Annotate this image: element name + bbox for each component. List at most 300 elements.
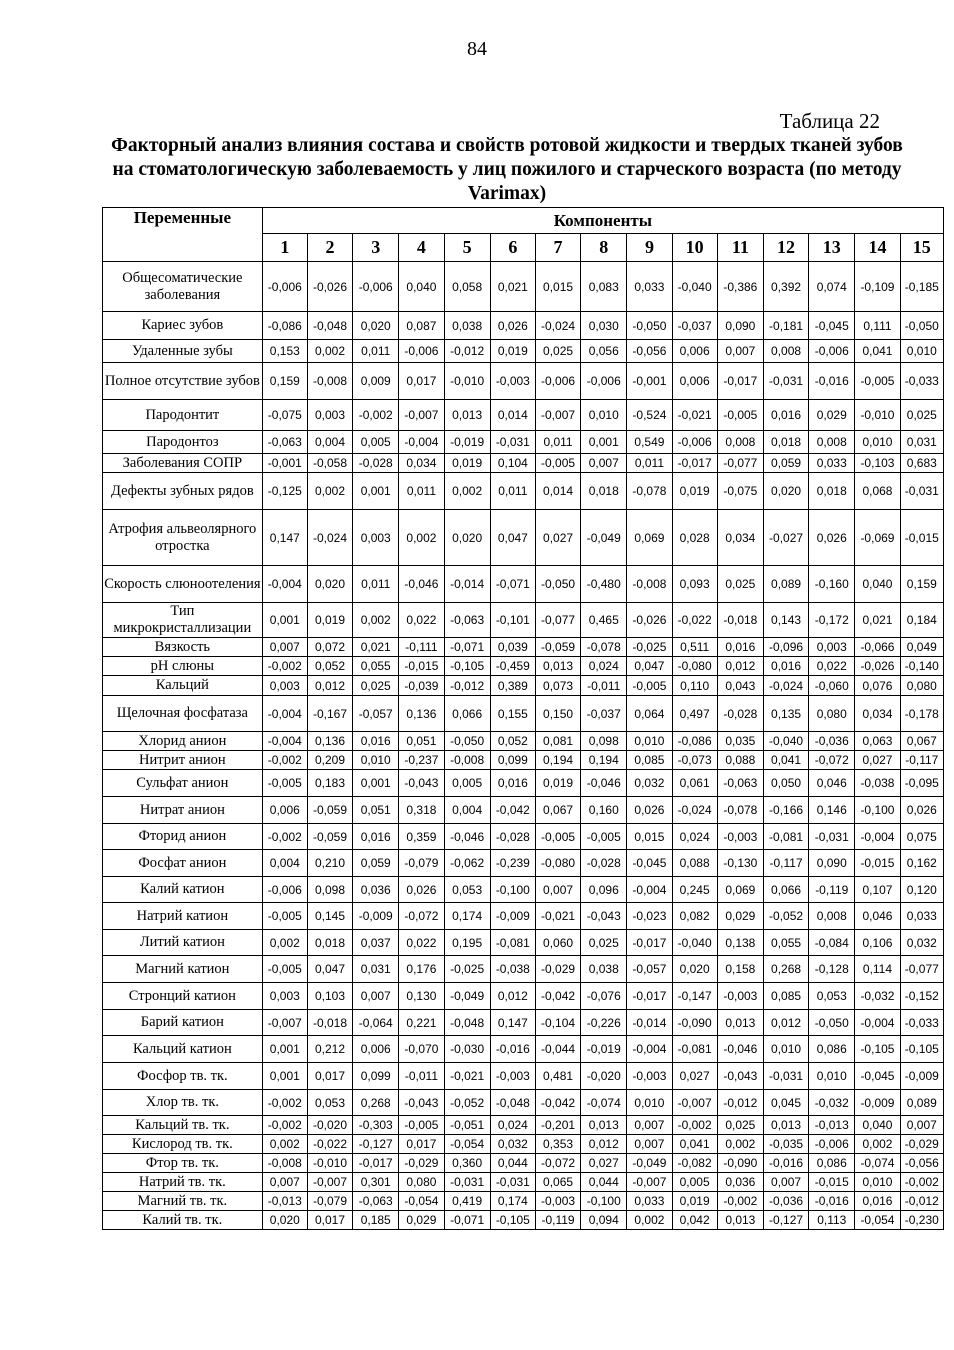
loading-value: -0,051 xyxy=(444,1116,490,1135)
loading-value: -0,006 xyxy=(262,262,307,312)
loading-value: 0,017 xyxy=(307,1211,352,1230)
loading-value: -0,012 xyxy=(900,1192,943,1211)
loading-value: -0,007 xyxy=(535,400,580,431)
variable-name: Нитрит анион xyxy=(103,751,263,770)
loading-value: -0,303 xyxy=(353,1116,399,1135)
loading-value: 0,072 xyxy=(307,638,352,657)
loading-value: -0,127 xyxy=(763,1211,808,1230)
loading-value: 0,031 xyxy=(900,431,943,454)
loading-value: 0,016 xyxy=(353,824,399,850)
component-number: 5 xyxy=(444,234,490,262)
loading-value: -0,008 xyxy=(307,363,352,400)
table-row xyxy=(103,312,944,340)
loading-value: 0,135 xyxy=(763,696,808,732)
loading-value: 0,026 xyxy=(490,312,535,340)
loading-value: -0,042 xyxy=(490,797,535,824)
loading-value: -0,119 xyxy=(809,877,855,903)
loading-value: -0,090 xyxy=(672,1010,717,1036)
loading-value: 0,026 xyxy=(627,797,672,824)
table-row xyxy=(103,1063,944,1090)
loading-value: 0,006 xyxy=(262,797,307,824)
loading-value: 0,002 xyxy=(855,1135,900,1154)
loading-value: 0,089 xyxy=(763,566,808,603)
loading-value: -0,004 xyxy=(627,877,672,903)
loading-value: -0,111 xyxy=(399,638,444,657)
loading-value: -0,012 xyxy=(717,1090,763,1116)
loading-value: 0,549 xyxy=(627,431,672,454)
loading-value: -0,028 xyxy=(717,696,763,732)
loading-value: 0,069 xyxy=(717,877,763,903)
table-row xyxy=(103,603,944,638)
loading-value: -0,077 xyxy=(717,454,763,473)
loading-value: -0,005 xyxy=(262,770,307,797)
table-row xyxy=(103,638,944,657)
loading-value: 0,033 xyxy=(627,262,672,312)
loading-value: -0,075 xyxy=(262,400,307,431)
loading-value: -0,024 xyxy=(307,510,352,566)
variable-name: Пародонтоз xyxy=(103,431,263,454)
loading-value: 0,014 xyxy=(535,473,580,510)
loading-value: 0,055 xyxy=(353,657,399,676)
variable-name: Кальций тв. тк. xyxy=(103,1116,263,1135)
loading-value: 0,065 xyxy=(535,1173,580,1192)
loading-value: 0,040 xyxy=(399,262,444,312)
loading-value: 0,002 xyxy=(353,603,399,638)
loading-value: -0,459 xyxy=(490,657,535,676)
loading-value: -0,059 xyxy=(307,797,352,824)
loading-value: -0,078 xyxy=(717,797,763,824)
loading-value: 0,081 xyxy=(535,732,580,751)
loading-value: -0,050 xyxy=(535,566,580,603)
loading-value: 0,360 xyxy=(444,1154,490,1173)
loading-value: 0,040 xyxy=(855,1116,900,1135)
loading-value: -0,003 xyxy=(717,983,763,1010)
loading-value: 0,353 xyxy=(535,1135,580,1154)
loading-value: -0,172 xyxy=(809,603,855,638)
header-components: Компоненты xyxy=(262,208,943,234)
loading-value: -0,057 xyxy=(627,956,672,983)
component-number: 1 xyxy=(262,234,307,262)
loading-value: 0,002 xyxy=(262,1135,307,1154)
loading-value: -0,081 xyxy=(490,930,535,956)
loading-value: 0,511 xyxy=(672,638,717,657)
loading-value: -0,031 xyxy=(444,1173,490,1192)
loading-value: 0,045 xyxy=(763,1090,808,1116)
loading-value: -0,050 xyxy=(900,312,943,340)
loading-value: -0,056 xyxy=(900,1154,943,1173)
loading-value: 0,683 xyxy=(900,454,943,473)
table-row xyxy=(103,732,944,751)
loading-value: 0,034 xyxy=(399,454,444,473)
loading-value: 0,046 xyxy=(855,903,900,930)
table-row xyxy=(103,696,944,732)
loading-value: -0,128 xyxy=(809,956,855,983)
variable-name: Полное отсутствие зубов xyxy=(103,363,263,400)
loading-value: -0,009 xyxy=(353,903,399,930)
loading-value: -0,048 xyxy=(307,312,352,340)
loading-value: 0,145 xyxy=(307,903,352,930)
loading-value: -0,152 xyxy=(900,983,943,1010)
loading-value: -0,024 xyxy=(763,676,808,696)
loading-value: 0,014 xyxy=(490,400,535,431)
loading-value: -0,052 xyxy=(763,903,808,930)
loading-value: -0,004 xyxy=(855,824,900,850)
loading-value: -0,100 xyxy=(490,877,535,903)
loading-value: 0,001 xyxy=(353,770,399,797)
loading-value: -0,015 xyxy=(855,850,900,877)
loading-value: 0,174 xyxy=(490,1192,535,1211)
loading-value: 0,016 xyxy=(855,1192,900,1211)
loading-value: -0,079 xyxy=(307,1192,352,1211)
loading-value: 0,136 xyxy=(399,696,444,732)
variable-name: Фторид анион xyxy=(103,824,263,850)
component-number: 2 xyxy=(307,234,352,262)
loading-value: -0,084 xyxy=(809,930,855,956)
loading-value: 0,047 xyxy=(490,510,535,566)
loading-value: -0,021 xyxy=(535,903,580,930)
variable-name: Кариес зубов xyxy=(103,312,263,340)
loading-value: 0,002 xyxy=(307,340,352,363)
table-row xyxy=(103,262,944,312)
table-row xyxy=(103,1173,944,1192)
loading-value: -0,069 xyxy=(855,510,900,566)
loading-value: 0,060 xyxy=(535,930,580,956)
variable-name: Фтор тв. тк. xyxy=(103,1154,263,1173)
loading-value: 0,003 xyxy=(307,400,352,431)
variable-name: Щелочная фосфатаза xyxy=(103,696,263,732)
loading-value: -0,026 xyxy=(307,262,352,312)
loading-value: -0,045 xyxy=(855,1063,900,1090)
loading-value: -0,015 xyxy=(900,510,943,566)
loading-value: 0,010 xyxy=(763,1036,808,1063)
loading-value: 0,047 xyxy=(627,657,672,676)
loading-value: 0,017 xyxy=(399,363,444,400)
loading-value: 0,147 xyxy=(262,510,307,566)
loading-value: -0,080 xyxy=(535,850,580,877)
variable-name: Общесоматические заболевания xyxy=(103,262,263,312)
loading-value: -0,230 xyxy=(900,1211,943,1230)
component-number: 11 xyxy=(717,234,763,262)
loading-value: 0,007 xyxy=(627,1116,672,1135)
loading-value: 0,104 xyxy=(490,454,535,473)
loading-value: 0,008 xyxy=(717,431,763,454)
variable-name: Кислород тв. тк. xyxy=(103,1135,263,1154)
variable-name: Магний тв. тк. xyxy=(103,1192,263,1211)
loading-value: 0,025 xyxy=(581,930,627,956)
variable-name: Барий катион xyxy=(103,1010,263,1036)
table-label: Таблица 22 xyxy=(779,109,880,133)
loading-value: 0,006 xyxy=(672,340,717,363)
loading-value: -0,004 xyxy=(855,1010,900,1036)
loading-value: -0,009 xyxy=(855,1090,900,1116)
loading-value: -0,062 xyxy=(444,850,490,877)
loading-value: -0,013 xyxy=(809,1116,855,1135)
loading-value: -0,005 xyxy=(535,454,580,473)
table-row xyxy=(103,676,944,696)
loading-value: -0,043 xyxy=(717,1063,763,1090)
loading-value: 0,041 xyxy=(672,1135,717,1154)
loading-value: 0,159 xyxy=(900,566,943,603)
loading-value: -0,237 xyxy=(399,751,444,770)
loading-value: -0,063 xyxy=(444,603,490,638)
table-row xyxy=(103,1090,944,1116)
loading-value: 0,184 xyxy=(900,603,943,638)
loading-value: 0,194 xyxy=(535,751,580,770)
loading-value: 0,020 xyxy=(353,312,399,340)
loading-value: 0,011 xyxy=(490,473,535,510)
loading-value: 0,130 xyxy=(399,983,444,1010)
loading-value: -0,074 xyxy=(581,1090,627,1116)
loading-value: 0,046 xyxy=(809,770,855,797)
loading-value: 0,025 xyxy=(535,340,580,363)
loading-value: 0,036 xyxy=(717,1173,763,1192)
loading-value: -0,036 xyxy=(763,1192,808,1211)
loading-value: -0,239 xyxy=(490,850,535,877)
table-row xyxy=(103,956,944,983)
loading-value: 0,055 xyxy=(763,930,808,956)
loading-value: 0,025 xyxy=(353,676,399,696)
loading-value: -0,024 xyxy=(535,312,580,340)
loading-value: -0,021 xyxy=(444,1063,490,1090)
loading-value: -0,020 xyxy=(307,1116,352,1135)
table-row xyxy=(103,877,944,903)
loading-value: 0,039 xyxy=(490,638,535,657)
loading-value: 0,008 xyxy=(809,431,855,454)
loading-value: -0,002 xyxy=(262,657,307,676)
loading-value: -0,017 xyxy=(627,983,672,1010)
loading-value: 0,040 xyxy=(855,566,900,603)
table-row xyxy=(103,1135,944,1154)
loading-value: 0,021 xyxy=(490,262,535,312)
loading-value: 0,073 xyxy=(535,676,580,696)
component-number: 3 xyxy=(353,234,399,262)
loading-value: 0,085 xyxy=(627,751,672,770)
loading-value: 0,032 xyxy=(900,930,943,956)
variable-name: Фосфат анион xyxy=(103,850,263,877)
table-row xyxy=(103,850,944,877)
table-row xyxy=(103,983,944,1010)
loading-value: -0,015 xyxy=(809,1173,855,1192)
loading-value: -0,005 xyxy=(535,824,580,850)
loading-value: 0,016 xyxy=(763,400,808,431)
loading-value: -0,073 xyxy=(672,751,717,770)
loading-value: -0,078 xyxy=(627,473,672,510)
loading-value: 0,087 xyxy=(399,312,444,340)
loading-value: 0,042 xyxy=(672,1211,717,1230)
loading-value: 0,033 xyxy=(627,1192,672,1211)
loading-value: 0,465 xyxy=(581,603,627,638)
loading-value: -0,086 xyxy=(672,732,717,751)
loading-value: 0,004 xyxy=(262,850,307,877)
table-row xyxy=(103,1036,944,1063)
loading-value: -0,480 xyxy=(581,566,627,603)
loading-value: 0,011 xyxy=(627,454,672,473)
loading-value: 0,052 xyxy=(307,657,352,676)
loading-value: 0,185 xyxy=(353,1211,399,1230)
loading-value: -0,006 xyxy=(809,340,855,363)
table-row xyxy=(103,751,944,770)
loading-value: 0,003 xyxy=(809,638,855,657)
loading-value: -0,023 xyxy=(627,903,672,930)
loading-value: -0,166 xyxy=(763,797,808,824)
loading-value: -0,081 xyxy=(672,1036,717,1063)
table-row xyxy=(103,1211,944,1230)
loading-value: -0,009 xyxy=(490,903,535,930)
loading-value: 0,012 xyxy=(581,1135,627,1154)
loading-value: 0,150 xyxy=(535,696,580,732)
loading-value: 0,481 xyxy=(535,1063,580,1090)
loading-value: 0,003 xyxy=(262,983,307,1010)
table-row xyxy=(103,657,944,676)
loading-value: -0,035 xyxy=(763,1135,808,1154)
variable-name: Пародонтит xyxy=(103,400,263,431)
loading-value: 0,044 xyxy=(581,1173,627,1192)
loading-value: -0,104 xyxy=(535,1010,580,1036)
loading-value: 0,052 xyxy=(490,732,535,751)
loading-value: 0,143 xyxy=(763,603,808,638)
loading-value: -0,042 xyxy=(535,1090,580,1116)
loading-value: -0,147 xyxy=(672,983,717,1010)
loading-value: -0,043 xyxy=(581,903,627,930)
loading-value: 0,090 xyxy=(717,312,763,340)
loading-value: -0,002 xyxy=(717,1192,763,1211)
loading-value: -0,011 xyxy=(581,676,627,696)
loading-value: 0,001 xyxy=(262,603,307,638)
loading-value: 0,053 xyxy=(809,983,855,1010)
loading-value: 0,033 xyxy=(900,903,943,930)
loading-value: -0,026 xyxy=(855,657,900,676)
loading-value: 0,013 xyxy=(535,657,580,676)
component-number: 7 xyxy=(535,234,580,262)
loading-value: -0,048 xyxy=(444,1010,490,1036)
loading-value: -0,081 xyxy=(763,824,808,850)
loading-value: 0,099 xyxy=(490,751,535,770)
loading-value: -0,117 xyxy=(763,850,808,877)
variable-name: Хлорид анион xyxy=(103,732,263,751)
loading-value: -0,006 xyxy=(399,340,444,363)
loading-value: -0,018 xyxy=(307,1010,352,1036)
loading-value: -0,017 xyxy=(672,454,717,473)
loading-value: -0,003 xyxy=(490,363,535,400)
loading-value: 0,019 xyxy=(490,340,535,363)
loading-value: 0,136 xyxy=(307,732,352,751)
loading-value: 0,018 xyxy=(307,930,352,956)
loading-value: 0,038 xyxy=(581,956,627,983)
loading-value: 0,005 xyxy=(672,1173,717,1192)
loading-value: 0,068 xyxy=(855,473,900,510)
loading-value: 0,147 xyxy=(490,1010,535,1036)
loading-value: 0,209 xyxy=(307,751,352,770)
loading-value: 0,018 xyxy=(763,431,808,454)
loading-value: 0,082 xyxy=(672,903,717,930)
loading-value: -0,524 xyxy=(627,400,672,431)
table-row xyxy=(103,473,944,510)
loading-value: 0,026 xyxy=(399,877,444,903)
table-row xyxy=(103,1192,944,1211)
loading-value: -0,032 xyxy=(809,1090,855,1116)
loading-value: -0,029 xyxy=(399,1154,444,1173)
loading-value: 0,019 xyxy=(535,770,580,797)
variable-name: Натрий катион xyxy=(103,903,263,930)
loading-value: -0,040 xyxy=(672,262,717,312)
loading-value: 0,012 xyxy=(307,676,352,696)
loading-value: -0,052 xyxy=(444,1090,490,1116)
loading-value: -0,013 xyxy=(262,1192,307,1211)
loading-value: 0,007 xyxy=(581,454,627,473)
loading-value: 0,221 xyxy=(399,1010,444,1036)
loading-value: -0,020 xyxy=(581,1063,627,1090)
loading-value: -0,017 xyxy=(353,1154,399,1173)
loading-value: 0,007 xyxy=(763,1173,808,1192)
loading-value: -0,003 xyxy=(717,824,763,850)
loading-value: 0,007 xyxy=(535,877,580,903)
loading-value: 0,002 xyxy=(399,510,444,566)
loading-value: -0,109 xyxy=(855,262,900,312)
loading-value: 0,022 xyxy=(399,930,444,956)
loading-value: -0,059 xyxy=(535,638,580,657)
loading-value: 0,013 xyxy=(717,1211,763,1230)
loading-value: 0,037 xyxy=(353,930,399,956)
loading-value: -0,077 xyxy=(900,956,943,983)
loading-value: 0,017 xyxy=(399,1135,444,1154)
loading-value: -0,167 xyxy=(307,696,352,732)
loading-value: 0,098 xyxy=(581,732,627,751)
loading-value: 0,026 xyxy=(809,510,855,566)
loading-value: 0,053 xyxy=(444,877,490,903)
loading-value: 0,153 xyxy=(262,340,307,363)
table-row xyxy=(103,510,944,566)
loading-value: 0,021 xyxy=(353,638,399,657)
loading-value: 0,049 xyxy=(900,638,943,657)
variable-name: Стронций катион xyxy=(103,983,263,1010)
loading-value: -0,046 xyxy=(444,824,490,850)
loading-value: 0,088 xyxy=(672,850,717,877)
table-row xyxy=(103,1154,944,1173)
loading-value: -0,002 xyxy=(672,1116,717,1135)
loading-value: -0,082 xyxy=(672,1154,717,1173)
loading-value: 0,007 xyxy=(627,1135,672,1154)
loading-value: 0,089 xyxy=(900,1090,943,1116)
loading-value: 0,059 xyxy=(353,850,399,877)
loading-value: 0,010 xyxy=(855,431,900,454)
loading-value: -0,058 xyxy=(307,454,352,473)
loading-value: -0,077 xyxy=(535,603,580,638)
loading-value: -0,105 xyxy=(855,1036,900,1063)
loading-value: 0,268 xyxy=(763,956,808,983)
loading-value: -0,063 xyxy=(262,431,307,454)
loading-value: -0,105 xyxy=(444,657,490,676)
loading-value: 0,033 xyxy=(809,454,855,473)
loading-value: 0,007 xyxy=(717,340,763,363)
loading-value: 0,012 xyxy=(490,983,535,1010)
loading-value: 0,019 xyxy=(672,473,717,510)
loading-value: -0,032 xyxy=(855,983,900,1010)
loading-value: 0,419 xyxy=(444,1192,490,1211)
loading-value: -0,014 xyxy=(444,566,490,603)
loading-value: 0,010 xyxy=(627,1090,672,1116)
loading-value: -0,054 xyxy=(399,1192,444,1211)
loading-value: 0,113 xyxy=(809,1211,855,1230)
loading-value: -0,007 xyxy=(262,1010,307,1036)
loading-value: 0,010 xyxy=(627,732,672,751)
loading-value: -0,072 xyxy=(809,751,855,770)
loading-value: 0,051 xyxy=(399,732,444,751)
loading-value: 0,160 xyxy=(581,797,627,824)
loading-value: 0,162 xyxy=(900,850,943,877)
loading-value: -0,002 xyxy=(353,400,399,431)
loading-value: 0,025 xyxy=(900,400,943,431)
loading-value: -0,007 xyxy=(399,400,444,431)
